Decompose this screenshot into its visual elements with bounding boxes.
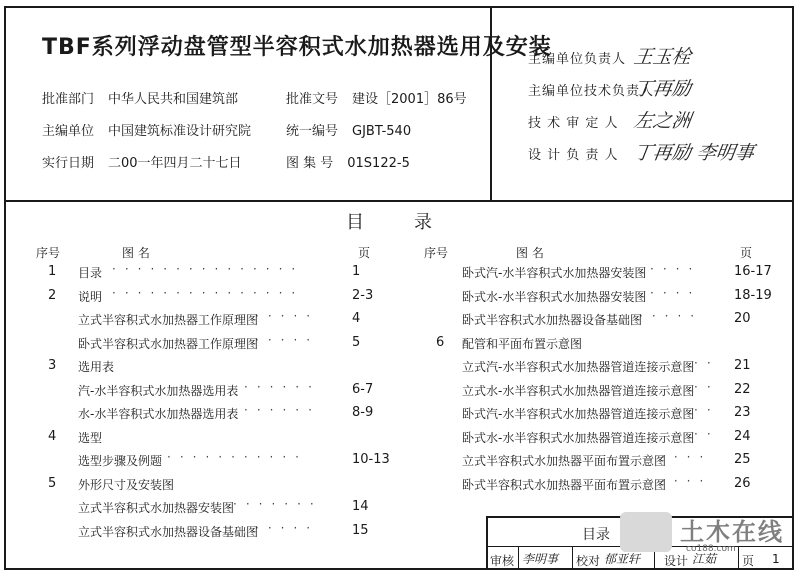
toc-page-number: 6-7 bbox=[352, 381, 374, 397]
meta-effective-date: 实行日期 二00一年四月二十七日 bbox=[42, 156, 242, 171]
toc-leader-dots: ··········· bbox=[167, 450, 308, 464]
title-block-page-label: 页 bbox=[742, 554, 755, 568]
toc-leader-dots: ···· bbox=[650, 285, 702, 300]
toc-page-number: 14 bbox=[352, 499, 369, 514]
title-block-page-value: 1 bbox=[772, 552, 780, 566]
toc-entry-name: 目录 bbox=[78, 266, 103, 280]
title-block-name: 目录 bbox=[582, 527, 610, 543]
toc-entry-name: 立式水-水半容积式水加热器管道连接示意图 bbox=[462, 383, 695, 398]
watermark-url: co188.com bbox=[686, 544, 736, 554]
toc-number: 1 bbox=[48, 264, 57, 279]
title-block-review-sign: 李明事 bbox=[522, 552, 559, 566]
watermark-logo: 土木在线 bbox=[680, 518, 784, 546]
toc-page-number: 4 bbox=[352, 311, 361, 326]
toc-entry-name: 水-水半容积式水加热器选用表 bbox=[78, 407, 239, 421]
toc-leader-dots: ······ bbox=[244, 379, 321, 394]
signature-reviewer: 技 术 审 定 人 左之洲 bbox=[528, 110, 693, 132]
toc-leader-dots: ·· bbox=[694, 379, 720, 394]
toc-entry-name: 卧式汽-水半容积式水加热器管道连接示意图 bbox=[462, 407, 695, 421]
toc-leader-dots: ·· bbox=[694, 356, 720, 370]
toc-page-number: 5 bbox=[352, 334, 361, 350]
toc-page-number: 22 bbox=[734, 381, 751, 397]
toc-entry-name: 外形尺寸及安装图 bbox=[78, 477, 175, 492]
toc-page-number: 8-9 bbox=[352, 405, 374, 420]
toc-leader-dots: ·· bbox=[694, 426, 720, 441]
toc-entry-name: 卧式半容积式水加热器设备基础图 bbox=[462, 313, 643, 327]
toc-page-number: 25 bbox=[734, 452, 751, 467]
toc-number: 6 bbox=[436, 334, 445, 350]
header bbox=[6, 8, 792, 202]
toc-entry-name: 卧式半容积式水加热器平面布置示意图 bbox=[462, 477, 667, 492]
toc-leader-dots: ····· bbox=[255, 520, 320, 535]
toc-page-number: 21 bbox=[734, 358, 751, 373]
toc-page-number: 24 bbox=[734, 428, 751, 444]
title-block-design-sign: 江茹 bbox=[692, 552, 717, 566]
signature-panel bbox=[492, 8, 792, 200]
contents-heading: 目 录 bbox=[346, 212, 432, 233]
toc-entry-name: 选型 bbox=[78, 430, 103, 445]
title-block-check-label: 校对 bbox=[576, 554, 601, 568]
meta-editor-unit: 主编单位 中国建筑标准设计研究院 bbox=[42, 124, 252, 139]
title-block-design-label: 设计 bbox=[664, 554, 689, 568]
toc-leader-dots: ···· bbox=[661, 450, 713, 464]
toc-entry-name: 卧式半容积式水加热器工作原理图 bbox=[78, 336, 259, 351]
toc-leader-dots: ··············· bbox=[112, 262, 305, 276]
toc-entry-name: 立式汽-水半容积式水加热器管道连接示意图 bbox=[462, 360, 695, 374]
header-left bbox=[6, 8, 552, 200]
title-block-divider bbox=[518, 546, 519, 570]
toc-leader-dots: ······· bbox=[233, 497, 323, 511]
toc-entry-name: 立式半容积式水加热器平面布置示意图 bbox=[462, 454, 667, 468]
toc-leader-dots: ·· bbox=[694, 403, 720, 417]
toc-entry-name: 卧式汽-水半容积式水加热器安装图 bbox=[462, 266, 647, 280]
meta-unified-no: 统一编号 GJBT-540 bbox=[286, 124, 412, 139]
toc-leader-dots: ····· bbox=[255, 332, 320, 347]
toc-entry-name: 配管和平面布置示意图 bbox=[462, 336, 583, 351]
col-header-name-left: 图 名 bbox=[122, 246, 150, 260]
toc-number: 2 bbox=[48, 287, 57, 303]
drawing-sheet bbox=[4, 6, 794, 570]
toc-page-number: 15 bbox=[352, 522, 369, 538]
title-block-divider bbox=[738, 546, 739, 570]
signature-design-lead: 设 计 负 责 人 丁再励 李明事 bbox=[528, 142, 756, 164]
toc-entry-name: 立式半容积式水加热器设备基础图 bbox=[78, 524, 259, 539]
col-header-page-left: 页 bbox=[358, 246, 371, 260]
toc-entry-name: 选用表 bbox=[78, 360, 115, 374]
toc-leader-dots: ····· bbox=[639, 309, 704, 323]
toc-page-number: 16-17 bbox=[734, 264, 772, 279]
toc-page-number: 2-3 bbox=[352, 287, 374, 303]
toc-entry-name: 汽-水半容积式水加热器选用表 bbox=[78, 383, 239, 398]
title-block-check-sign: 郁亚轩 bbox=[604, 552, 641, 566]
col-header-seq-right: 序号 bbox=[424, 246, 449, 260]
toc-leader-dots: ···· bbox=[650, 262, 702, 276]
toc-leader-dots: ····· bbox=[255, 309, 320, 323]
toc-entry-name: 卧式水-水半容积式水加热器安装图 bbox=[462, 289, 647, 304]
col-header-page-right: 页 bbox=[740, 246, 753, 260]
col-header-seq-left: 序号 bbox=[36, 246, 61, 260]
toc-leader-dots: ···· bbox=[661, 473, 713, 488]
toc-page-number: 23 bbox=[734, 405, 751, 420]
toc-number: 4 bbox=[48, 428, 57, 444]
toc-leader-dots: ··············· bbox=[112, 285, 305, 300]
toc-entry-name: 立式半容积式水加热器工作原理图 bbox=[78, 313, 259, 327]
toc-leader-dots: ······ bbox=[244, 403, 321, 417]
toc-entry-name: 选型步骤及例题 bbox=[78, 454, 163, 468]
page-title: TBF系列浮动盘管型半容积式水加热器选用及安装 bbox=[42, 35, 552, 60]
toc-page-number: 1 bbox=[352, 264, 361, 279]
toc-page-number: 10-13 bbox=[352, 452, 390, 467]
signature-chief-editor: 主编单位负责人 王玉栓 bbox=[528, 46, 693, 68]
meta-approval-no: 批准文号 建设［2001］86号 bbox=[286, 92, 467, 107]
toc-entry-name: 立式半容积式水加热器安装图 bbox=[78, 501, 235, 515]
signature-tech-lead: 主编单位技术负责人丁再励 bbox=[528, 78, 693, 100]
toc-number: 3 bbox=[48, 358, 57, 373]
title-block-review-label: 审核 bbox=[490, 554, 515, 568]
meta-atlas-no: 图 集 号 01S122-5 bbox=[286, 156, 410, 171]
toc-page-number: 20 bbox=[734, 311, 751, 326]
toc-entry-name: 说明 bbox=[78, 289, 103, 304]
meta-approval-dept: 批准部门 中华人民共和国建筑部 bbox=[42, 92, 239, 107]
toc-number: 5 bbox=[48, 475, 57, 491]
toc-page-number: 26 bbox=[734, 475, 751, 491]
toc-page-number: 18-19 bbox=[734, 287, 772, 303]
title-block-divider bbox=[572, 546, 573, 570]
col-header-name-right: 图 名 bbox=[516, 246, 544, 260]
seal-stamp-icon bbox=[620, 512, 672, 552]
toc-entry-name: 卧式水-水半容积式水加热器管道连接示意图 bbox=[462, 430, 695, 445]
